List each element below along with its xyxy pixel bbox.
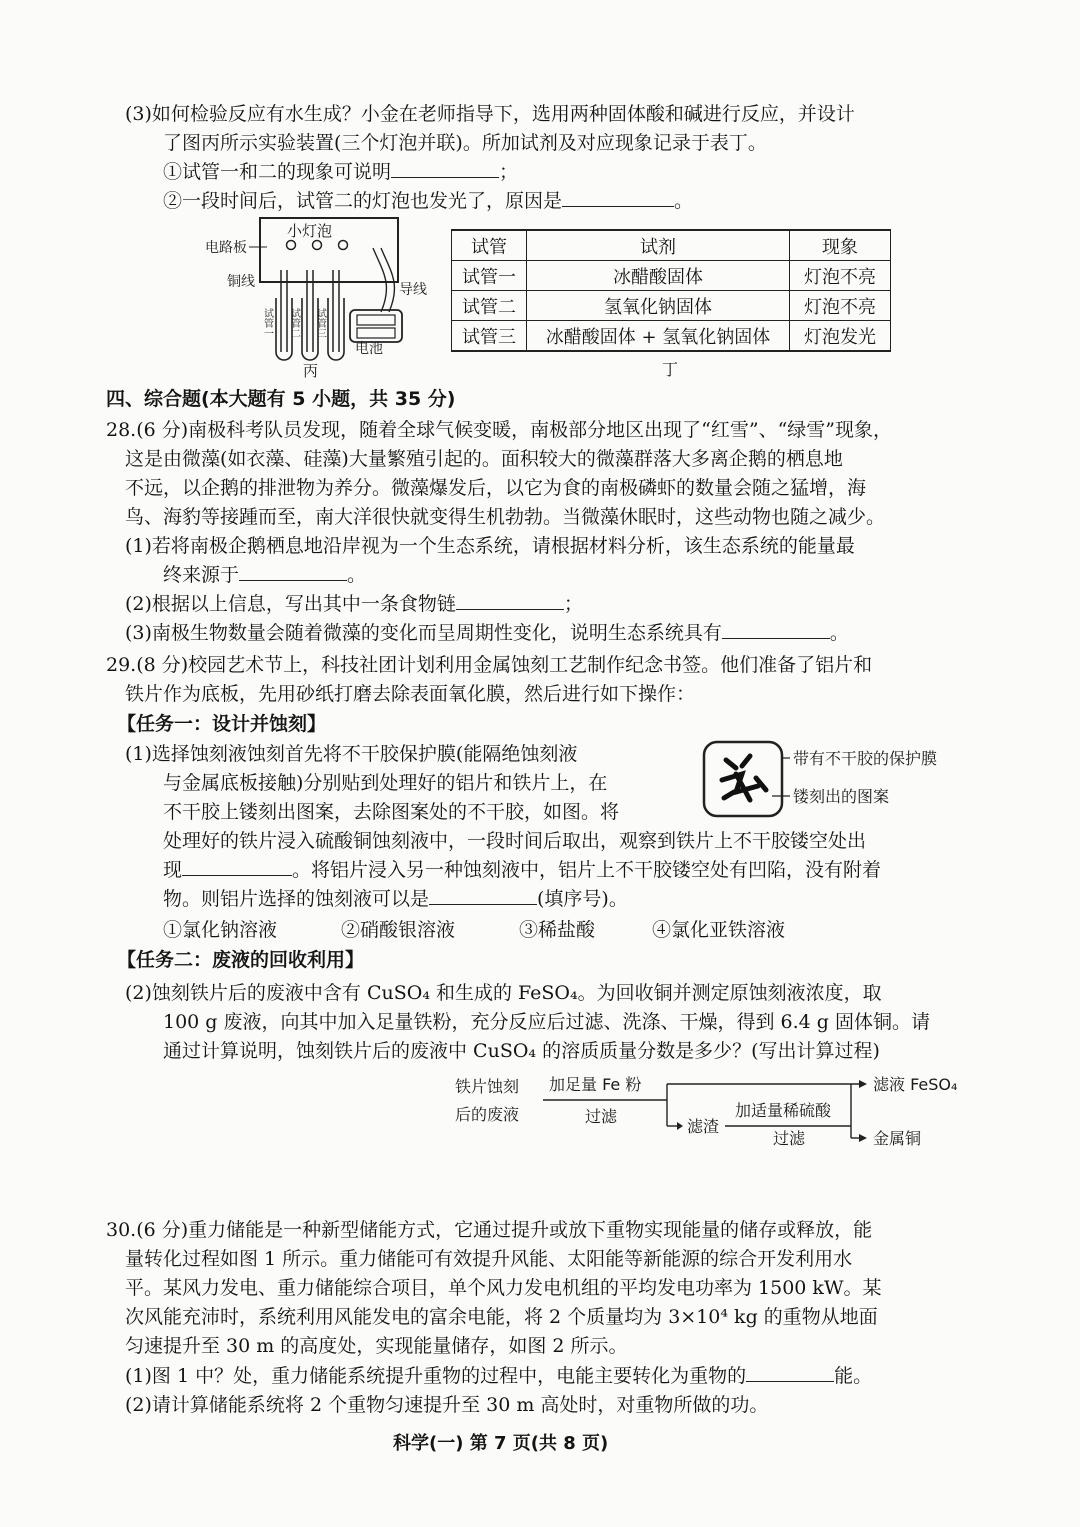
q29-t1-line: 处理好的铁片浸入硫酸铜蚀刻液中，一段时间后取出，观察到铁片上不干胶镂空处出	[163, 830, 867, 852]
q29-t1-line6: 物。则铝片选择的蚀刻液可以是 (填序号)。	[163, 888, 628, 910]
table-header: 现象	[790, 230, 891, 261]
table-cell: 试管三	[452, 321, 527, 352]
circuit-apparatus-figure	[205, 212, 445, 382]
etching-figure	[700, 738, 980, 820]
table-cell: 氢氧化钠固体	[527, 291, 790, 321]
q29-t1-line: 与金属底板接触)分别贴到处理好的铝片和铁片上，在	[163, 772, 608, 794]
q28-line: 不远，以企鹅的排泄物为养分。微藻爆发后，以它为食的南极磷虾的数量会随之猛增，海	[125, 477, 867, 499]
q29-option: ②硝酸银溶液	[341, 919, 456, 941]
q28-line: 28.(6 分)南极科考队员发现，随着全球气候变暖，南极部分地区出现了“红雪”、“绿雪”现象，	[106, 419, 893, 441]
q30-line: 30.(6 分)重力储能是一种新型储能方式，它通过提升或放下重物实现能量的储存或释放，能	[106, 1219, 873, 1241]
q29-t1-line: (1)选择蚀刻液蚀刻首先将不干胶保护膜(能隔绝蚀刻液	[125, 743, 578, 765]
answer-blank[interactable]	[429, 886, 537, 905]
answer-blank[interactable]	[391, 159, 499, 178]
table-header: 试剂	[527, 230, 790, 261]
answer-blank[interactable]	[746, 1363, 834, 1382]
q28-line: 这是由微藻(如衣藻、硅藻)大量繁殖引起的。面积较大的微藻群落大多离企鹅的栖息地	[125, 448, 843, 470]
figure-caption-ding: 丁	[662, 360, 679, 379]
recovery-flowchart	[455, 1070, 985, 1150]
flow-step1-bottom: 过滤	[585, 1107, 618, 1126]
q30-line: 次风能充沛时，系统利用风能发电的富余电能，将 2 个质量均为 3×10⁴ kg 的重物从地面	[125, 1306, 878, 1328]
table-header: 试管	[452, 230, 527, 261]
section-title: 四、综合题(本大题有 5 小题，共 35 分)	[106, 388, 456, 410]
q27-3-item1: ①试管一和二的现象可说明 ；	[163, 161, 519, 183]
lead-label: 导线	[399, 282, 427, 298]
reagent-table	[451, 229, 891, 352]
table-cell: 试管二	[452, 291, 527, 321]
q30-line: 量转化过程如图 1 所示。重力储能可有效提升风能、太阳能等新能源的综合开发利用水	[125, 1248, 853, 1270]
pattern-glyph	[722, 756, 766, 800]
q30-s1: (1)图 1 中？处，重力储能系统提升重物的过程中，电能主要转化为重物的 能。	[125, 1365, 873, 1387]
wire-label: 铜线	[227, 274, 255, 290]
q29-option: ①氯化钠溶液	[163, 919, 278, 941]
tube1-label: 试管一	[261, 308, 273, 338]
table-row	[452, 291, 891, 321]
table-cell: 冰醋酸固体 + 氢氧化钠固体	[527, 321, 790, 352]
q29-intro: 29.(8 分)校园艺术节上，科技社团计划利用金属蚀刻工艺制作纪念书签。他们准备了铝片和	[106, 654, 873, 676]
table-cell: 试管一	[452, 261, 527, 291]
flow-step2-top: 加适量稀硫酸	[735, 1101, 832, 1120]
q27-3-line2: 了图丙所示实验装置(三个灯泡并联)。所加试剂及对应现象记录于表丁。	[163, 132, 767, 154]
answer-blank[interactable]	[562, 188, 674, 207]
board-label: 电路板	[205, 240, 247, 256]
table-cell: 灯泡不亮	[790, 261, 891, 291]
q29-intro: 铁片作为底板，先用砂纸打磨去除表面氧化膜，然后进行如下操作：	[125, 683, 696, 705]
q28-s2: (2)根据以上信息，写出其中一条食物链 ；	[125, 593, 583, 615]
figure-caption-bing: 丙	[303, 362, 319, 380]
q29-option: ③稀盐酸	[519, 919, 596, 941]
tube2-label: 试管二	[288, 308, 300, 338]
table-row	[452, 321, 891, 352]
film-label: 带有不干胶的保护膜	[793, 749, 938, 768]
battery-label: 电池	[355, 341, 383, 357]
flow-residue: 滤渣	[687, 1117, 720, 1136]
q30-line: 匀速提升至 30 m 的高度处，实现能量储存，如图 2 所示。	[125, 1335, 628, 1357]
flow-step1-top: 加足量 Fe 粉	[549, 1075, 642, 1094]
q29-t1-line: 不干胶上镂刻出图案，去除图案处的不干胶，如图。将	[163, 801, 620, 823]
answer-blank[interactable]	[239, 562, 347, 581]
q27-3-line1: (3)如何检验反应有水生成？小金在老师指导下，选用两种固体酸和碱进行反应，并设计	[125, 103, 855, 125]
q30-s2: (2)请计算储能系统将 2 个重物匀速提升至 30 m 高处时，对重物所做的功。	[125, 1394, 769, 1416]
flow-start: 后的废液	[455, 1105, 520, 1124]
answer-blank[interactable]	[722, 620, 830, 639]
q30-line: 平。某风力发电、重力储能综合项目，单个风力发电机组的平均发电功率为 1500 kW。某	[125, 1277, 882, 1299]
page-footer: 科学(一) 第 7 页(共 8 页)	[393, 1433, 609, 1454]
flow-start: 铁片蚀刻	[455, 1077, 520, 1096]
table-cell: 灯泡不亮	[790, 291, 891, 321]
answer-blank[interactable]	[456, 591, 564, 610]
q28-s3: (3)南极生物数量会随着微藻的变化而呈周期性变化，说明生态系统具有 。	[125, 622, 849, 644]
table-cell: 冰醋酸固体	[527, 261, 790, 291]
task2-title: 【任务二：废液的回收利用】	[117, 949, 365, 971]
q28-line: 鸟、海豹等接踵而至，南大洋很快就变得生机勃勃。当微藻休眠时，这些动物也随之减少。	[125, 506, 886, 528]
q29-t2-line: 100 g 废液，向其中加入足量铁粉，充分反应后过滤、洗涤、干燥，得到 6.4 g 固体铜。请	[163, 1011, 931, 1033]
q29-t1-line5: 现 。将铝片浸入另一种蚀刻液中，铝片上不干胶镂空处有凹陷，没有附着	[163, 859, 882, 881]
table-cell: 灯泡发光	[790, 321, 891, 352]
table-row	[452, 261, 891, 291]
bulb-label: 小灯泡	[287, 222, 333, 240]
q28-s1-line2: 终来源于 。	[163, 564, 367, 586]
answer-blank[interactable]	[182, 857, 292, 876]
tube3-label: 试管三	[314, 308, 326, 338]
table-header-row	[452, 230, 891, 261]
q29-t2-line: (2)蚀刻铁片后的废液中含有 CuSO₄ 和生成的 FeSO₄。为回收铜并测定原蚀刻液浓度，取	[125, 982, 882, 1004]
flow-product: 金属铜	[873, 1129, 922, 1148]
q28-line: (1)若将南极企鹅栖息地沿岸视为一个生态系统，请根据材料分析，该生态系统的能量最	[125, 535, 855, 557]
q29-option: ④氯化亚铁溶液	[652, 919, 786, 941]
flow-step2-bottom: 过滤	[773, 1129, 806, 1148]
q27-3-item2: ②一段时间后，试管二的灯泡也发光了，原因是 。	[163, 190, 694, 212]
pattern-label: 镂刻出的图案	[793, 787, 890, 806]
flow-filtrate: 滤液 FeSO₄	[873, 1075, 958, 1094]
task1-title: 【任务一：设计并蚀刻】	[117, 713, 327, 735]
q29-t2-line: 通过计算说明，蚀刻铁片后的废液中 CuSO₄ 的溶质质量分数是多少？(写出计算过程)	[163, 1040, 880, 1062]
